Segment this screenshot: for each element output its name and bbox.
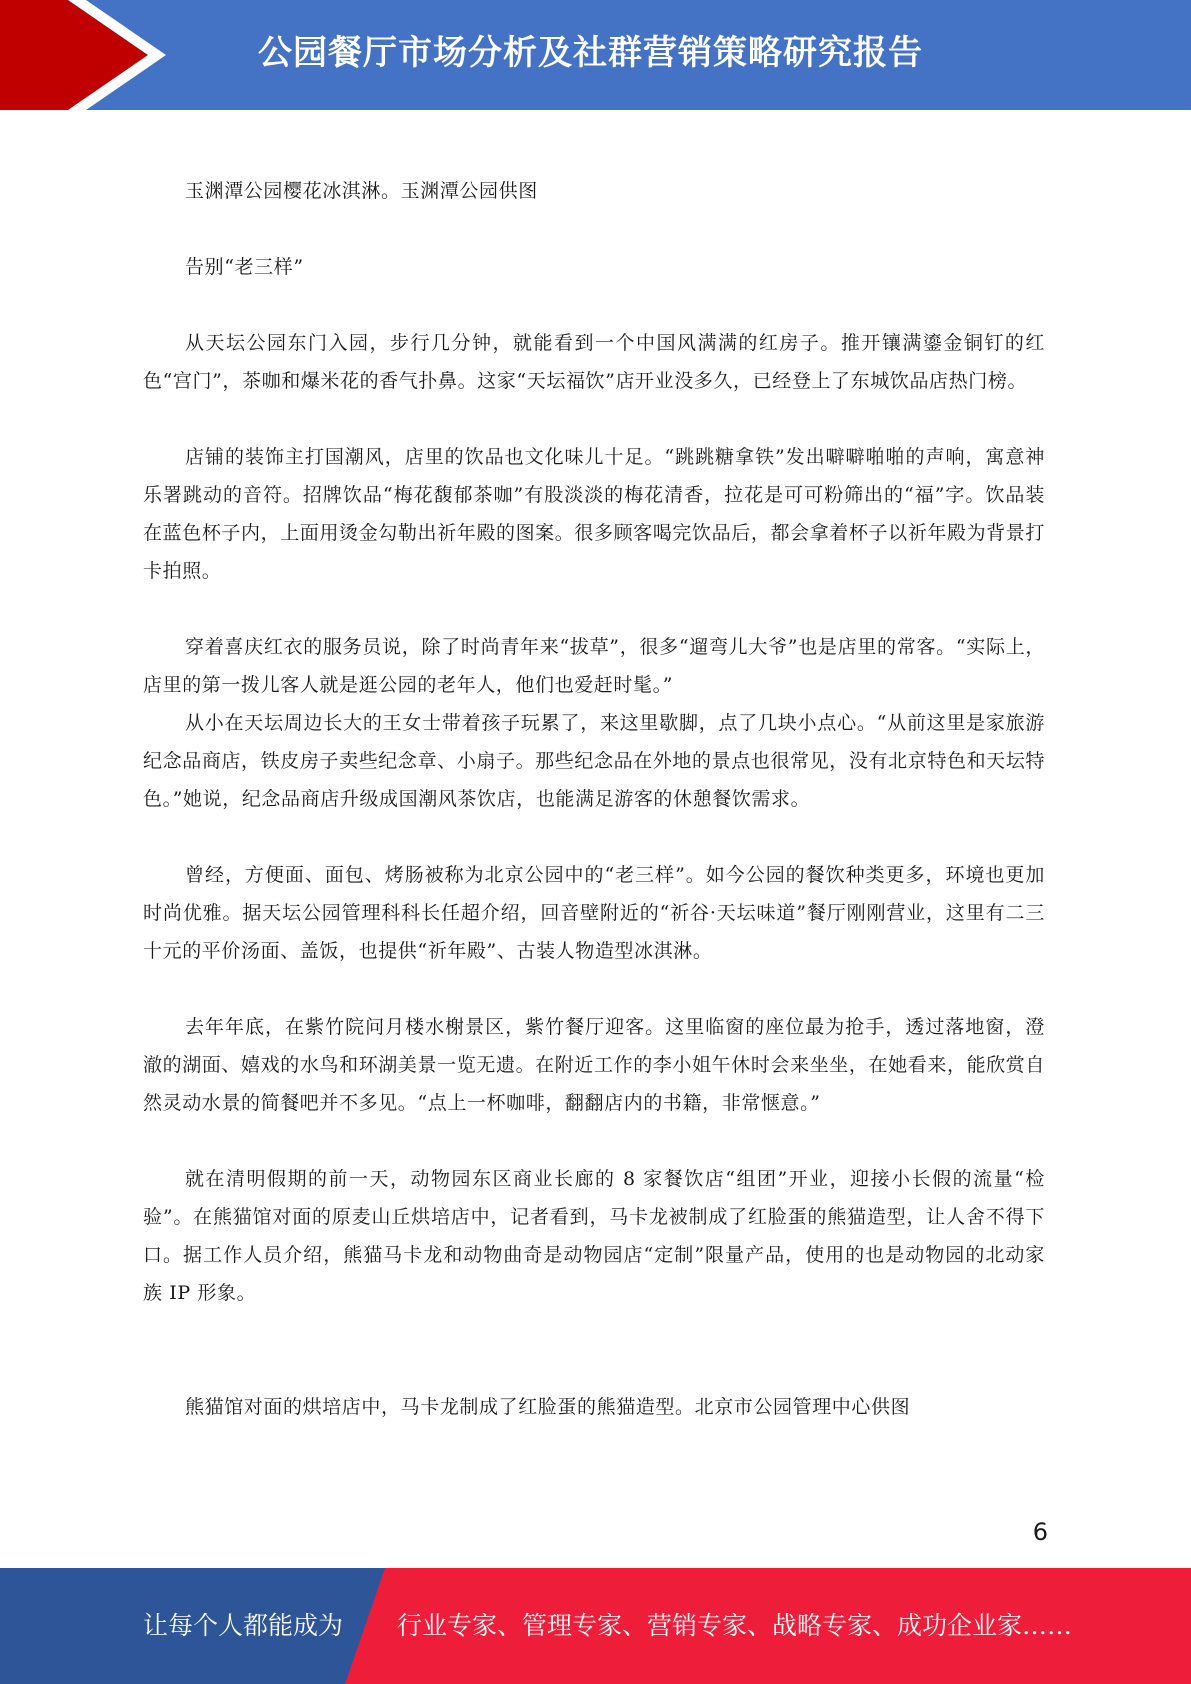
document-title: 公园餐厅市场分析及社群营销策略研究报告	[258, 33, 923, 73]
header-banner	[0, 0, 1191, 110]
image-caption: 玉渊潭公园樱花冰淇淋。玉渊潭公园供图	[185, 180, 538, 202]
footer-slogan-left: 让每个人都能成为	[143, 1611, 344, 1640]
paragraph: 曾经，方便面、面包、烤肠被称为北京公园中的“老三样”。如今公园的餐饮种类更多，环境也更加时尚优雅。据天坛公园管理科科长任超介绍，回音壁附近的“祈谷·天坛味道”餐厅刚刚营业，这里有二三十元的平价汤面、盖饭，也提供“祈年殿”、古装人物造型冰淇淋。	[143, 864, 1045, 962]
paragraph: 去年年底，在紫竹院问月楼水榭景区，紫竹餐厅迎客。这里临窗的座位最为抢手，透过落地窗，澄澈的湖面、嬉戏的水鸟和环湖美景一览无遗。在附近工作的李小姐午休时会来坐坐，在她看来，能欣赏自然灵动水景的简餐吧并不多见。“点上一杯咖啡，翻翻店内的书籍，非常惬意。”	[143, 1016, 1045, 1114]
paragraph: 穿着喜庆红衣的服务员说，除了时尚青年来“拔草”，很多“遛弯儿大爷”也是店里的常客。“实际上，店里的第一拨儿客人就是逛公园的老年人，他们也爱赶时髦。”	[143, 636, 1045, 696]
section-heading: 告别“老三样”	[185, 256, 304, 278]
footer-slogan-right: 行业专家、管理专家、营销专家、战略专家、成功企业家……	[397, 1611, 1073, 1640]
paragraph: 就在清明假期的前一天，动物园东区商业长廊的 8 家餐饮店“组团”开业，迎接小长假的流量“检验”。在熊猫馆对面的原麦山丘烘培店中，记者看到，马卡龙被制成了红脸蛋的熊猫造型，让人舍不得下口。据工作人员介绍，熊猫马卡龙和动物曲奇是动物园店“定制”限量产品，使用的也是动物园的北动家族 IP 形象。	[143, 1168, 1045, 1304]
header-red-chevron	[0, 0, 148, 110]
footer-banner	[0, 1568, 1191, 1684]
image-caption: 熊猫馆对面的烘培店中，马卡龙制成了红脸蛋的熊猫造型。北京市公园管理中心供图	[185, 1396, 911, 1418]
paragraph: 从天坛公园东门入园，步行几分钟，就能看到一个中国风满满的红房子。推开镶满鎏金铜钉的红色“宫门”，茶咖和爆米花的香气扑鼻。这家“天坛福饮”店开业没多久，已经登上了东城饮品店热门榜。	[143, 332, 1045, 392]
article-body	[143, 172, 1045, 1426]
paragraph: 店铺的装饰主打国潮风，店里的饮品也文化味儿十足。“跳跳糖拿铁”发出噼噼啪啪的声响，寓意神乐署跳动的音符。招牌饮品“梅花馥郁茶咖”有股淡淡的梅花清香，拉花是可可粉筛出的“福”字。饮品装在蓝色杯子内，上面用烫金勾勒出祈年殿的图案。很多顾客喝完饮品后，都会拿着杯子以祈年殿为背景打卡拍照。	[143, 446, 1045, 582]
page-number: 6	[1032, 1518, 1048, 1546]
paragraph: 从小在天坛周边长大的王女士带着孩子玩累了，来这里歇脚，点了几块小点心。“从前这里是家旅游纪念品商店，铁皮房子卖些纪念章、小扇子。那些纪念品在外地的景点也很常见，没有北京特色和天坛特色。”她说，纪念品商店升级成国潮风茶饮店，也能满足游客的休憩餐饮需求。	[143, 712, 1045, 810]
